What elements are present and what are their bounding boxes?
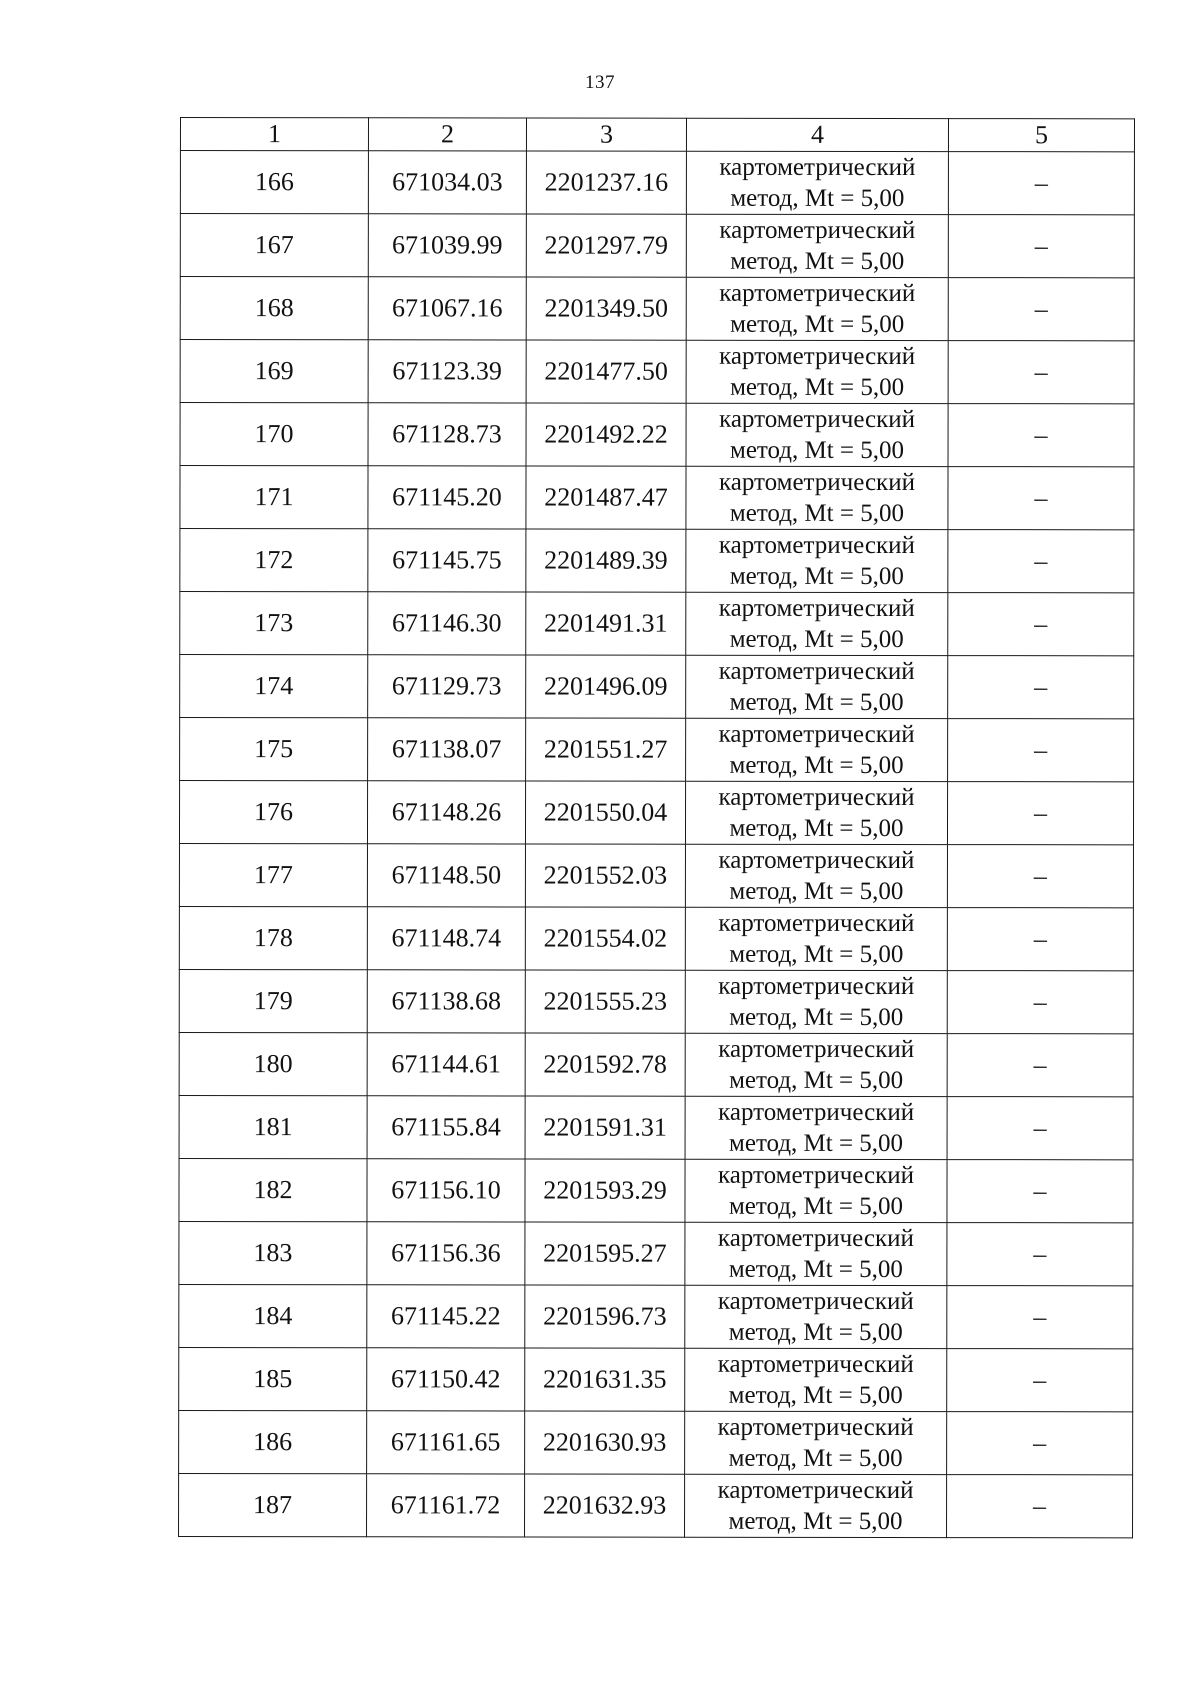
method-cell (686, 466, 948, 529)
point-number-cell: 176 (179, 781, 367, 844)
note-cell: – (947, 782, 1133, 845)
x-coordinate-cell: 671161.65 (367, 1411, 525, 1474)
y-coordinate-cell: 2201551.27 (526, 718, 686, 781)
x-coordinate-cell: 671145.20 (368, 466, 526, 529)
method-cell (685, 1033, 947, 1096)
table-row (180, 466, 1134, 530)
table-row (180, 277, 1134, 341)
y-coordinate-cell: 2201550.04 (525, 781, 685, 844)
y-coordinate-cell: 2201554.02 (525, 907, 685, 970)
x-coordinate-cell: 671146.30 (368, 592, 526, 655)
method-line-1: картометрический (717, 1413, 914, 1442)
note-cell: – (947, 1475, 1133, 1538)
table-row (180, 214, 1134, 278)
point-number-cell: 183 (179, 1221, 367, 1284)
point-number-cell: 167 (180, 214, 368, 277)
x-coordinate-cell: 671148.74 (367, 907, 525, 970)
table-row (179, 1095, 1133, 1159)
method-line-1: картометрический (718, 468, 915, 497)
header-col-3: 3 (526, 118, 686, 151)
method-cell (686, 151, 948, 214)
method-cell (685, 1411, 947, 1474)
method-cell (685, 844, 947, 907)
x-coordinate-cell: 671144.61 (367, 1033, 525, 1096)
y-coordinate-cell: 2201492.22 (526, 403, 686, 466)
point-number-cell: 186 (179, 1410, 367, 1473)
method-cell (686, 592, 948, 655)
point-number-cell: 170 (180, 403, 368, 466)
y-coordinate-cell: 2201487.47 (526, 466, 686, 529)
note-cell: – (947, 1160, 1133, 1223)
note-cell: – (947, 1034, 1133, 1097)
table-row (179, 1284, 1133, 1348)
method-cell (686, 529, 948, 592)
coordinates-table-container (178, 117, 1134, 1538)
method-cell (685, 1159, 947, 1222)
method-line-1: картометрический (717, 1476, 914, 1505)
method-cell (685, 907, 947, 970)
method-line-1: картометрический (718, 783, 915, 812)
x-coordinate-cell: 671138.68 (367, 970, 525, 1033)
y-coordinate-cell: 2201297.79 (526, 214, 686, 277)
point-number-cell: 174 (180, 655, 368, 718)
note-cell: – (947, 971, 1133, 1034)
point-number-cell: 180 (179, 1032, 367, 1095)
x-coordinate-cell: 671155.84 (367, 1096, 525, 1159)
method-line-2: метод, Mt = 5,00 (729, 562, 904, 591)
table-row (179, 906, 1133, 970)
point-number-cell: 171 (180, 466, 368, 529)
y-coordinate-cell: 2201630.93 (525, 1411, 685, 1474)
note-cell: – (948, 530, 1134, 593)
method-cell (685, 1096, 947, 1159)
point-number-cell: 185 (179, 1347, 367, 1410)
method-line-2: метод, Mt = 5,00 (729, 688, 904, 717)
header-row (180, 118, 1134, 152)
point-number-cell: 187 (179, 1473, 367, 1536)
method-line-2: метод, Mt = 5,00 (729, 1066, 904, 1095)
method-line-1: картометрический (719, 153, 916, 182)
y-coordinate-cell: 2201555.23 (525, 970, 685, 1033)
table-row (180, 151, 1134, 215)
method-line-1: картометрический (718, 846, 915, 875)
method-cell (685, 1285, 947, 1348)
method-line-2: метод, Mt = 5,00 (729, 877, 904, 906)
x-coordinate-cell: 671128.73 (368, 403, 526, 466)
method-cell (685, 1348, 947, 1411)
table-row (180, 655, 1134, 719)
method-line-2: метод, Mt = 5,00 (730, 184, 905, 213)
method-cell (685, 1474, 947, 1537)
header-col-1: 1 (180, 118, 368, 151)
y-coordinate-cell: 2201489.39 (526, 529, 686, 592)
method-line-2: метод, Mt = 5,00 (729, 499, 904, 528)
method-cell (685, 781, 947, 844)
method-line-2: метод, Mt = 5,00 (728, 1381, 903, 1410)
table-row (180, 718, 1134, 782)
method-cell (686, 718, 948, 781)
method-line-2: метод, Mt = 5,00 (729, 751, 904, 780)
method-line-2: метод, Mt = 5,00 (728, 1507, 903, 1536)
method-line-1: картометрический (719, 279, 916, 308)
table-row (179, 1473, 1133, 1537)
x-coordinate-cell: 671039.99 (368, 214, 526, 277)
y-coordinate-cell: 2201632.93 (525, 1474, 685, 1537)
method-line-2: метод, Mt = 5,00 (728, 1318, 903, 1347)
method-line-2: метод, Mt = 5,00 (729, 1129, 904, 1158)
y-coordinate-cell: 2201592.78 (525, 1033, 685, 1096)
note-cell: – (948, 278, 1134, 341)
table-header (180, 118, 1134, 152)
y-coordinate-cell: 2201591.31 (525, 1096, 685, 1159)
method-line-2: метод, Mt = 5,00 (730, 247, 905, 276)
method-line-1: картометрический (719, 342, 916, 371)
method-cell (686, 277, 948, 340)
method-line-2: метод, Mt = 5,00 (729, 625, 904, 654)
header-col-2: 2 (368, 118, 526, 151)
method-line-2: метод, Mt = 5,00 (728, 1444, 903, 1473)
method-cell (686, 340, 948, 403)
note-cell: – (947, 1223, 1133, 1286)
method-cell (685, 1222, 947, 1285)
page-number: 137 (585, 72, 615, 93)
point-number-cell: 182 (179, 1158, 367, 1221)
x-coordinate-cell: 671145.22 (367, 1285, 525, 1348)
method-line-2: метод, Mt = 5,00 (729, 1003, 904, 1032)
table-row (180, 592, 1134, 656)
method-line-1: картометрический (719, 405, 916, 434)
note-cell: – (948, 404, 1134, 467)
coordinates-table (178, 117, 1135, 1538)
point-number-cell: 177 (179, 844, 367, 907)
x-coordinate-cell: 671161.72 (367, 1474, 525, 1537)
method-line-1: картометрический (718, 909, 915, 938)
y-coordinate-cell: 2201593.29 (525, 1159, 685, 1222)
x-coordinate-cell: 671148.26 (367, 781, 525, 844)
x-coordinate-cell: 671067.16 (368, 277, 526, 340)
point-number-cell: 166 (180, 151, 368, 214)
point-number-cell: 168 (180, 277, 368, 340)
method-line-1: картометрический (718, 594, 915, 623)
point-number-cell: 181 (179, 1095, 367, 1158)
method-cell (686, 214, 948, 277)
header-col-5: 5 (948, 119, 1134, 152)
y-coordinate-cell: 2201595.27 (525, 1222, 685, 1285)
method-line-2: метод, Mt = 5,00 (730, 373, 905, 402)
y-coordinate-cell: 2201237.16 (526, 151, 686, 214)
method-line-1: картометрический (718, 972, 915, 1001)
x-coordinate-cell: 671148.50 (367, 844, 525, 907)
table-body (179, 151, 1135, 1538)
method-line-1: картометрический (718, 720, 915, 749)
point-number-cell: 173 (180, 592, 368, 655)
method-line-2: метод, Mt = 5,00 (730, 310, 905, 339)
x-coordinate-cell: 671156.10 (367, 1159, 525, 1222)
method-line-2: метод, Mt = 5,00 (729, 940, 904, 969)
note-cell: – (947, 1349, 1133, 1412)
table-row (179, 1032, 1133, 1096)
table-row (179, 1221, 1133, 1285)
x-coordinate-cell: 671129.73 (368, 655, 526, 718)
note-cell: – (948, 467, 1134, 530)
y-coordinate-cell: 2201477.50 (526, 340, 686, 403)
note-cell: – (948, 341, 1134, 404)
method-cell (686, 403, 948, 466)
method-line-1: картометрический (719, 216, 916, 245)
table-row (179, 1158, 1133, 1222)
point-number-cell: 169 (180, 340, 368, 403)
table-row (180, 403, 1134, 467)
note-cell: – (948, 593, 1134, 656)
point-number-cell: 184 (179, 1284, 367, 1347)
method-cell (685, 970, 947, 1033)
table-row (180, 529, 1134, 593)
note-cell: – (947, 1412, 1133, 1475)
table-row (179, 1410, 1133, 1474)
point-number-cell: 175 (180, 718, 368, 781)
y-coordinate-cell: 2201552.03 (525, 844, 685, 907)
note-cell: – (947, 1097, 1133, 1160)
x-coordinate-cell: 671156.36 (367, 1222, 525, 1285)
method-line-2: метод, Mt = 5,00 (728, 1192, 904, 1221)
note-cell: – (948, 215, 1134, 278)
method-line-1: картометрический (718, 1161, 915, 1190)
table-row (179, 781, 1133, 845)
note-cell: – (947, 908, 1133, 971)
point-number-cell: 178 (179, 906, 367, 969)
table-row (179, 969, 1133, 1033)
point-number-cell: 179 (179, 969, 367, 1032)
table-row (179, 1347, 1133, 1411)
x-coordinate-cell: 671138.07 (368, 718, 526, 781)
note-cell: – (947, 845, 1133, 908)
x-coordinate-cell: 671123.39 (368, 340, 526, 403)
method-line-1: картометрический (717, 1287, 914, 1316)
y-coordinate-cell: 2201349.50 (526, 277, 686, 340)
y-coordinate-cell: 2201491.31 (526, 592, 686, 655)
method-line-2: метод, Mt = 5,00 (729, 814, 904, 843)
method-line-1: картометрический (717, 1224, 914, 1253)
note-cell: – (948, 719, 1134, 782)
y-coordinate-cell: 2201631.35 (525, 1348, 685, 1411)
header-col-4: 4 (686, 118, 948, 151)
method-line-1: картометрический (717, 1350, 914, 1379)
point-number-cell: 172 (180, 529, 368, 592)
method-line-1: картометрический (718, 657, 915, 686)
method-line-1: картометрический (718, 1035, 915, 1064)
x-coordinate-cell: 671145.75 (368, 529, 526, 592)
method-line-2: метод, Mt = 5,00 (729, 436, 905, 465)
table-row (180, 340, 1134, 404)
y-coordinate-cell: 2201496.09 (526, 655, 686, 718)
note-cell: – (947, 1286, 1133, 1349)
method-line-2: метод, Mt = 5,00 (728, 1255, 903, 1284)
method-line-1: картометрический (718, 1098, 915, 1127)
method-line-1: картометрический (718, 531, 915, 560)
table-row (179, 844, 1133, 908)
note-cell: – (948, 656, 1134, 719)
note-cell: – (948, 152, 1134, 215)
x-coordinate-cell: 671150.42 (367, 1348, 525, 1411)
y-coordinate-cell: 2201596.73 (525, 1285, 685, 1348)
x-coordinate-cell: 671034.03 (368, 151, 526, 214)
method-cell (686, 655, 948, 718)
